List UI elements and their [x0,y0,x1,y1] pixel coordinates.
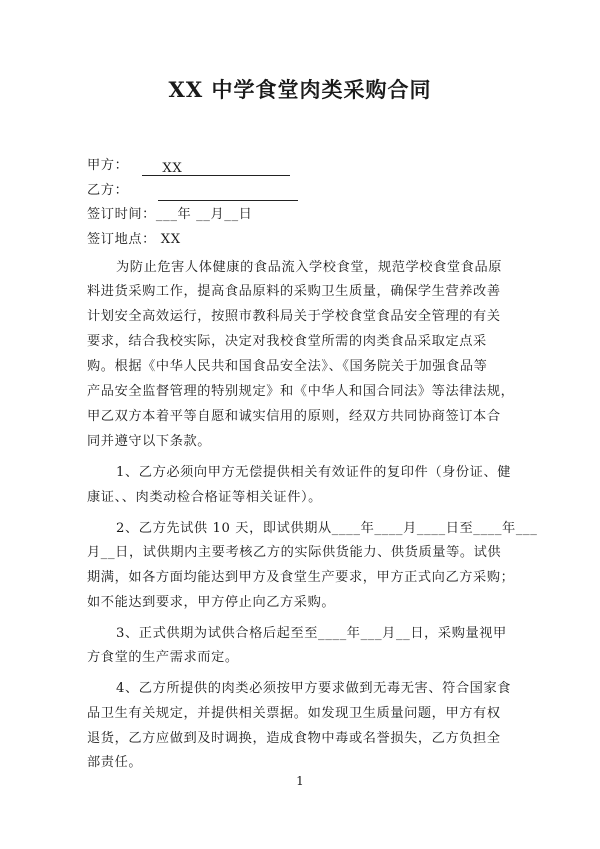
clause-3-line: 方食堂的生产需求而定。 [87,650,239,665]
body-line: 同并遵守以下条款。 [87,434,212,449]
body-line: 为防止危害人体健康的食品流入学校食堂，规范学校食堂食品原 [116,260,503,275]
party-a-label: 甲方： [87,158,129,173]
clause-2-line: 期满，如各方面均能达到甲方及食堂生产要求，甲方正式向乙方采购； [87,570,515,585]
document-title: XX 中学食堂肉类采购合同 [168,77,432,102]
clause-4-line: 4、乙方所提供的肉类必须按甲方要求做到无毒无害、符合国家食 [116,681,512,696]
body-line: 购。根据《中华人民共和国食品安全法》、《国务院关于加强食品等 [87,359,488,374]
clause-1-line: 康证、、肉类动检合格证等相关证件）。 [87,490,322,505]
page-number: 1 [296,774,304,788]
party-a-row [87,156,530,176]
clause-4-line: 部责任。 [87,755,143,770]
body-line: 要求，结合我校实际，决定对我校食堂所需的肉类食品采取定点采 [87,334,487,349]
party-b-value [158,183,298,201]
sign-place: 签订地点： XX [87,232,181,247]
party-b-label: 乙方： [87,183,129,198]
party-b-row [87,181,530,201]
clause-2-line: 2、乙方先试供 10 天，即试供期从____年____月____日至____年___ [116,521,538,536]
body-line: 甲乙双方本着平等自愿和诚实信用的原则，经双方共同协商签订本合 [87,409,501,424]
clause-3-line: 3、正式供期为试供合格后起至至____年___月__日，采购量视甲 [116,626,507,641]
clause-2-line: 月__日，试供期内主要考核乙方的实际供货能力、供货质量等。试供 [87,545,502,560]
party-a-value: XX [142,159,290,176]
body-line: 计划安全高效运行，按照市教科局关于学校食堂食品安全管理的有关 [87,309,501,324]
sign-time: 签订时间：___年 __月__日 [87,207,253,222]
body-line: 产品安全监督管理的特别规定》和《中华人和国合同法》等法律法规， [87,384,515,399]
clause-4-line: 品卫生有关规定，并提供相关票据。如发现卫生质量问题，甲方有权 [87,706,501,721]
clause-1-line: 1、乙方必须向甲方无偿提供相关有效证件的复印件（身份证、健 [116,465,512,480]
clause-2-line: 如不能达到要求，甲方停止向乙方采购。 [87,595,336,610]
clause-4-line: 退货，乙方应做到及时调换，造成食物中毒或名誉损失，乙方负担全 [87,731,501,746]
body-line: 料进货采购工作，提高食品原料的采购卫生质量，确保学生营养改善 [87,284,501,299]
